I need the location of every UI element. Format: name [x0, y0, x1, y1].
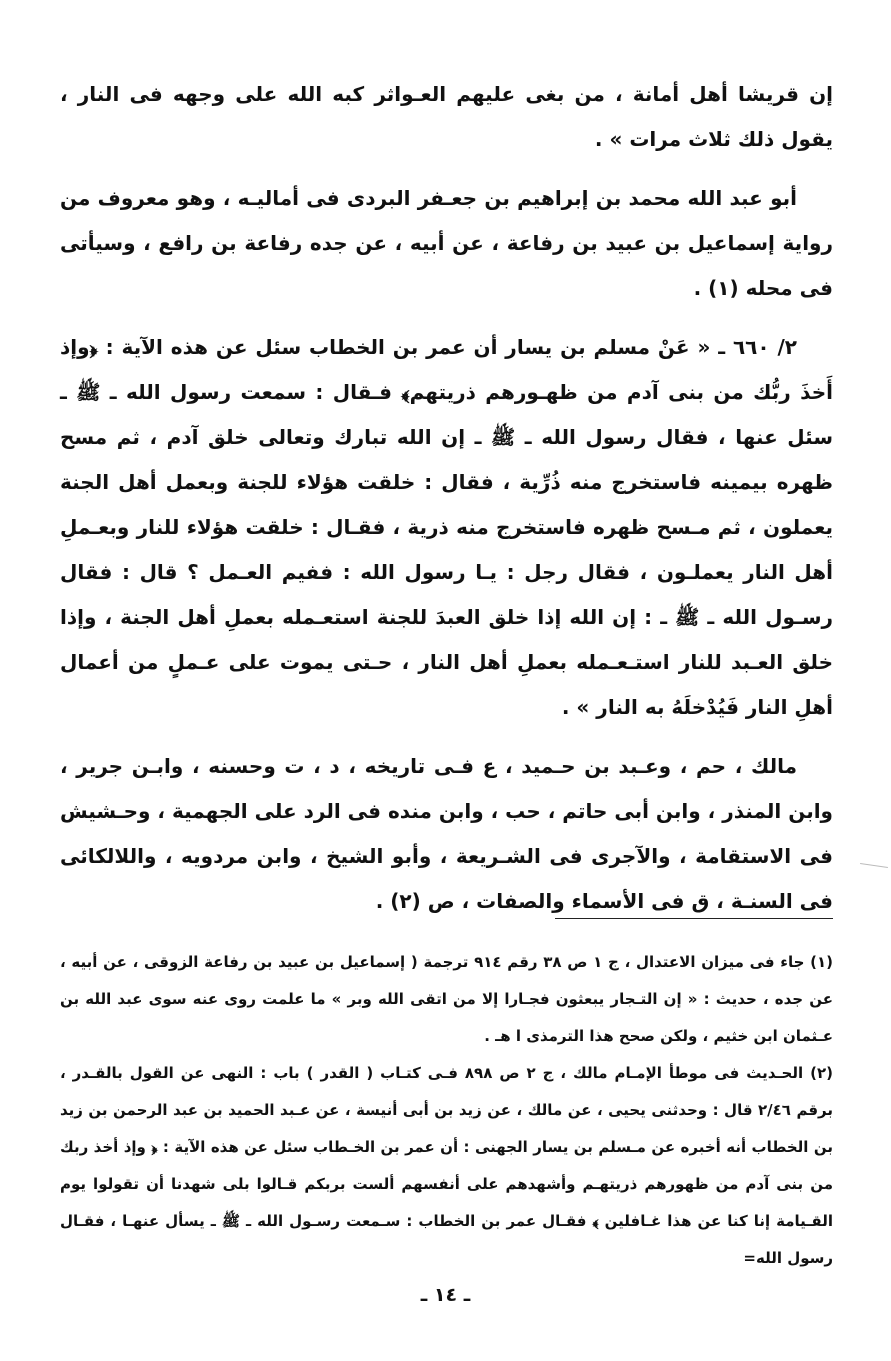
footnote-divider	[555, 918, 833, 919]
paragraph-2: أبو عبد الله محمد بن إبراهيم بن جعـفر البردى فى أماليـه ، وهو معروف من رواية إسماعيل بن عبيد بن رفاعة ، عن أبيه ، عن جده رفاعة بن رافع ، وسيأتى فى محله (١) .	[60, 186, 833, 300]
footnote-1: (١) جاء فى ميزان الاعتدال ، ج ١ ص ٣٨ رقم ٩١٤ ترجمة ( إسماعيل بن عبيد بن رفاعة الزوقى ، عن أبيه ، عن جده ، حديث : « إن التـجار يبعثون فجـارا إلا من اتقى الله وبر » ما علمت روى عنه سوى عبد الله بن عـثمان ابن خثيم ، ولكن صحح هذا الترمذى ا هـ .	[60, 953, 834, 1045]
paragraph-1: إن قريشا أهل أمانة ، من بغى عليهم العـواثر كبه الله على وجهه فى النار ، يقول ذلك ثلاث مرات » .	[60, 82, 833, 151]
footnote-2: (٢) الحـديث فى موطأ الإمـام مالك ، ج ٢ ص ٨٩٨ فـى كتـاب ( القدر ) باب : النهى عن القول بالقـدر ، برقم ٢/٤٦ قال : وحدثنى يحيى ، عن مالك ، عن زيد بن أبى أنيسة ، عن عـبد الحميد بن عبد الرحمن بن زيد بن الخطاب أنه أخبره عن مـسلم بن يسار الجهنى : أن عمر بن الخـطاب سئل عن هذه الآية : ﴿ وإذ أخذ ربك من بنى آدم من ظهورهم ذريتهـم وأشهدهم على أنفسهم ألست بربكم قـالوا بلى شهدنا أن تقولوا يوم القـيامة إنا كنا عن هذا غـافلين ﴾ فقـال عمر بن الخطاب : سـمعت رسـول الله ـ ﷺ ـ يسأل عنهـا ، فقـال رسول الله=	[60, 1064, 834, 1267]
main-text	[60, 72, 833, 938]
page-number: ـ ١٤ ـ	[420, 1284, 471, 1306]
scan-artifact	[860, 863, 888, 868]
footnotes	[60, 944, 833, 1277]
paragraph-3-hadith: ٢/ ٦٦٠ ـ « عَنْ مسلم بن يسار أن عمر بن الخطاب سئل عن هذه الآية : ﴿وإذ أَخذَ ربُّك من بنى آدم من ظهـورهم ذريتهم﴾ فـقال : سمعت رسول الله ـ ﷺ ـ سئل عنها ، فقال رسول الله ـ ﷺ ـ إن الله تبارك وتعالى خلق آدم ، ثم مسح ظهره بيمينه فاستخرج منه ذُرِّية ، فقال : خلقت هؤلاء للجنة وبعمل أهل الجنة يعملون ، ثم مـسح ظهره فاستخرج منه ذرية ، فقـال : خلقت هؤلاء للنار وبعـملِ أهل النار يعملـون ، فقال رجل : يـا رسول الله : ففيم العـمل ؟ قال : فقال رسـول الله ـ ﷺ ـ : إن الله إذا خلق العبدَ للجنة استعـمله بعملِ أهل الجنة ، وإذا خلق العـبد للنار استـعـمله بعملِ أهل النار ، حـتى يموت على عـملٍ من أعمال أهلِ النار فَيُدْخلَهُ به النار » .	[60, 335, 833, 719]
paragraph-4-sources: مالك ، حم ، وعـبد بن حـميد ، ع فـى تاريخه ، د ، ت وحسنه ، وابـن جرير ، وابن المنذر ، وابن أبى حاتم ، حب ، وابن منده فى الرد على الجهمية ، وحـشيش فى الاستقامة ، والآجرى فى الشـريعة ، وأبو الشيخ ، وابن مردويه ، واللالكائى فى السنـة ، ق فى الأسماء والصفات ، ص (٢) .	[59, 754, 833, 913]
